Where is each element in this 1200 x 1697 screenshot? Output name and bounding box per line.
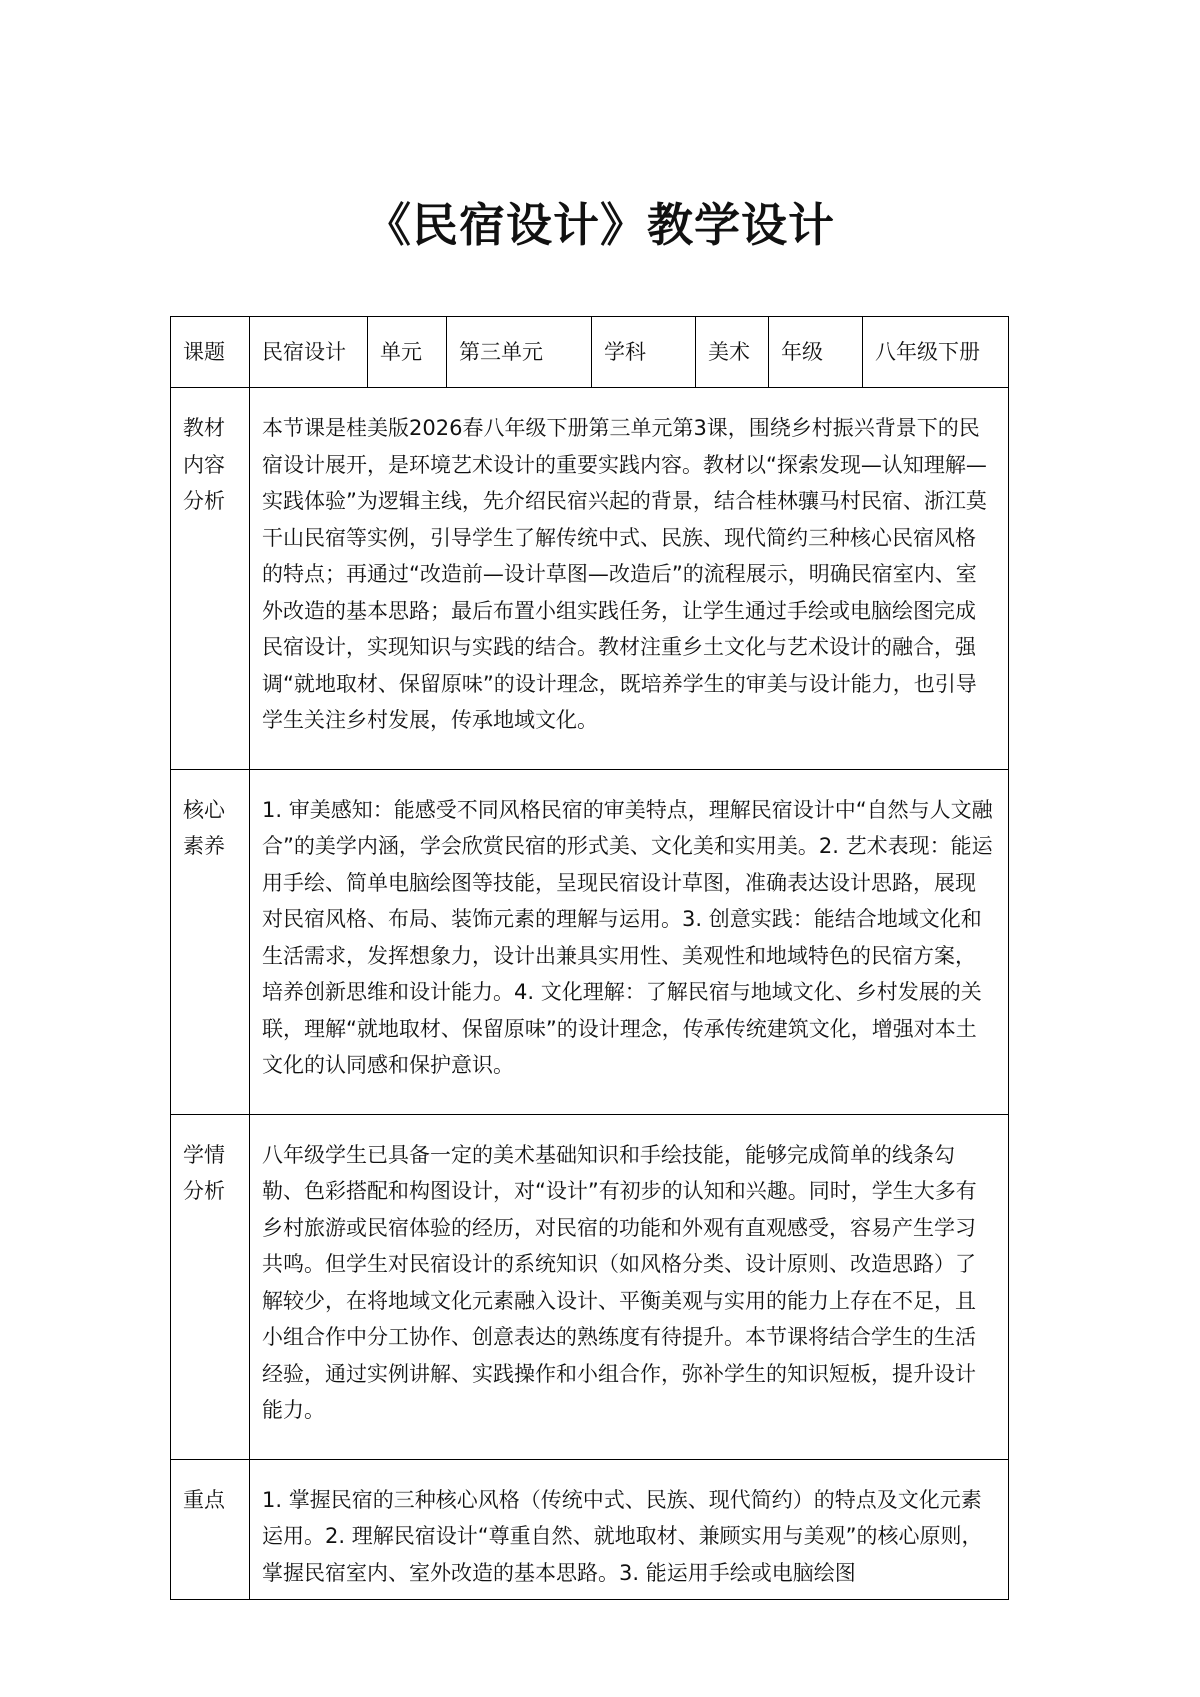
section-row-textbook-analysis — [171, 388, 1009, 770]
grade-label: 年级 — [769, 317, 863, 388]
section-label-core-competency: 核心素养 — [171, 769, 250, 1114]
section-content-textbook-analysis: 本节课是桂美版2026春八年级下册第三单元第3课，围绕乡村振兴背景下的民宿设计展开，是环境艺术设计的重要实践内容。教材以“探索发现—认知理解—实践体验”为逻辑主线，先介绍民宿兴起的背景，结合桂林骧马村民宿、浙江莫干山民宿等实例，引导学生了解传统中式、民族、现代简约三种核心民宿风格的特点；再通过“改造前—设计草图—改造后”的流程展示，明确民宿室内、室外改造的基本思路；最后布置小组实践任务，让学生通过手绘或电脑绘图完成民宿设计，实现知识与实践的结合。教材注重乡土文化与艺术设计的融合，强调“就地取材、保留原味”的设计理念，既培养学生的审美与设计能力，也引导学生关注乡村发展，传承地域文化。 — [250, 388, 1009, 770]
grade-value: 八年级下册 — [863, 317, 1009, 388]
unit-value: 第三单元 — [447, 317, 592, 388]
section-row-learner-analysis — [171, 1114, 1009, 1459]
section-row-core-competency — [171, 769, 1009, 1114]
unit-label: 单元 — [368, 317, 447, 388]
section-label-key-points: 重点 — [171, 1459, 250, 1600]
section-label-learner-analysis: 学情分析 — [171, 1114, 250, 1459]
section-content-key-points: 1. 掌握民宿的三种核心风格（传统中式、民族、现代简约）的特点及文化元素运用。2. 理解民宿设计“尊重自然、就地取材、兼顾实用与美观”的核心原则，掌握民宿室内、室外改造的基本思路。3. 能运用手绘或电脑绘图 — [250, 1459, 1009, 1600]
section-content-learner-analysis: 八年级学生已具备一定的美术基础知识和手绘技能，能够完成简单的线条勾勒、色彩搭配和构图设计，对“设计”有初步的认知和兴趣。同时，学生大多有乡村旅游或民宿体验的经历，对民宿的功能和外观有直观感受，容易产生学习共鸣。但学生对民宿设计的系统知识（如风格分类、设计原则、改造思路）了解较少，在将地域文化元素融入设计、平衡美观与实用的能力上存在不足，且小组合作中分工协作、创意表达的熟练度有待提升。本节课将结合学生的生活经验，通过实例讲解、实践操作和小组合作，弥补学生的知识短板，提升设计能力。 — [250, 1114, 1009, 1459]
subject-label: 学科 — [592, 317, 696, 388]
document-title: 《民宿设计》教学设计 — [365, 198, 835, 252]
section-label-textbook-analysis: 教材内容分析 — [171, 388, 250, 770]
meta-row — [171, 317, 1009, 388]
topic-label: 课题 — [171, 317, 250, 388]
subject-value: 美术 — [696, 317, 769, 388]
section-content-core-competency: 1. 审美感知：能感受不同风格民宿的审美特点，理解民宿设计中“自然与人文融合”的美学内涵，学会欣赏民宿的形式美、文化美和实用美。2. 艺术表现：能运用手绘、简单电脑绘图等技能，呈现民宿设计草图，准确表达设计思路，展现对民宿风格、布局、装饰元素的理解与运用。3. 创意实践：能结合地域文化和生活需求，发挥想象力，设计出兼具实用性、美观性和地域特色的民宿方案，培养创新思维和设计能力。4. 文化理解：了解民宿与地域文化、乡村发展的关联，理解“就地取材、保留原味”的设计理念，传承传统建筑文化，增强对本土文化的认同感和保护意识。 — [250, 769, 1009, 1114]
section-row-key-points — [171, 1459, 1009, 1600]
lesson-plan-table — [170, 316, 1009, 1600]
topic-value: 民宿设计 — [250, 317, 368, 388]
